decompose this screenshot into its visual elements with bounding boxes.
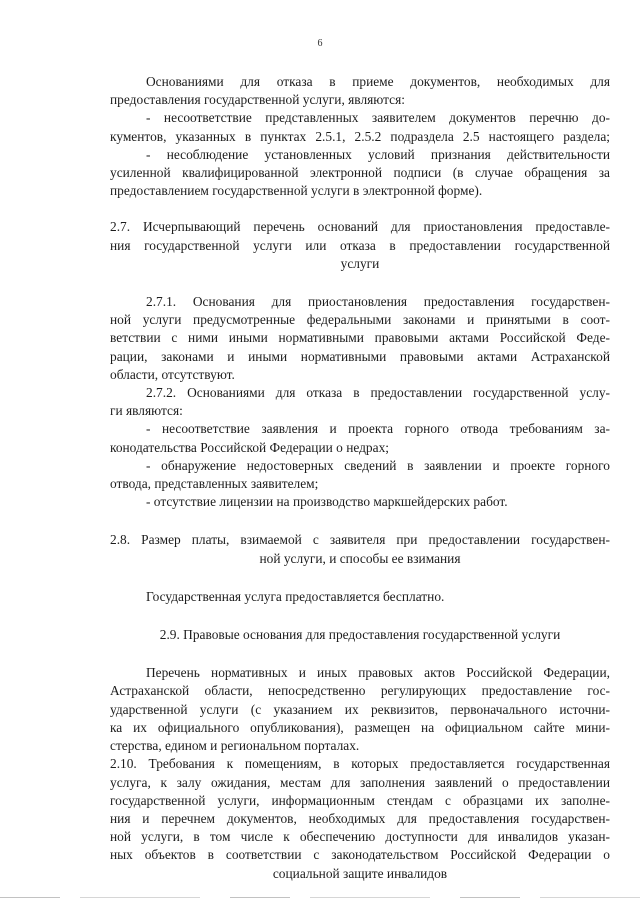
- text-line: ветствии с ними иными нормативными правовыми актами Российской Феде-: [110, 330, 610, 346]
- text-line: предоставлением государственной услуги в электронной форме).: [110, 183, 483, 199]
- section-2-7-1-paragraph: [110, 293, 610, 384]
- section-2-7-2-paragraph: [110, 384, 610, 511]
- scan-edge-line: [0, 897, 640, 898]
- text-line: предоставления государственной услуги, являются:: [110, 92, 405, 108]
- text-line: - обнаружение недостоверных сведений в заявлении и проекте горного: [146, 457, 610, 473]
- text-line: области, отсутствуют.: [110, 366, 235, 382]
- text-line: кументов, указанных в пунктах 2.5.1, 2.5.2 подраздела 2.5 настоящего раздела;: [110, 128, 610, 144]
- text-line: - несоответствие представленных заявителем документов перечню до-: [146, 110, 610, 126]
- text-line: 2.7.1. Основания для приостановления предоставления государствен-: [146, 294, 610, 310]
- text-line: конодательства Российской Федерации о недрах;: [110, 439, 389, 455]
- refusal-grounds-paragraph: [110, 73, 610, 200]
- text-line: Перечень нормативных и иных правовых актов Российской Федерации,: [146, 665, 610, 681]
- section-2-8-text: Государственная услуга предоставляется бесплатно.: [146, 588, 445, 604]
- section-2-9-heading: 2.9. Правовые основания для предоставления государственной услуги: [159, 627, 561, 643]
- text-line: ги являются:: [110, 403, 183, 419]
- text-line: ударственной услуги (с указанием их реквизитов, первоначального источни-: [110, 701, 610, 717]
- heading-line: государственной услуги, информационным стендам с образцами их заполне-: [110, 792, 610, 808]
- text-line: - несоответствие заявления и проекта горного отвода требованиям за-: [146, 421, 610, 437]
- section-2-9-paragraph: [110, 664, 610, 755]
- heading-line: ния и перечнем документов, необходимых для предоставления государствен-: [110, 810, 610, 826]
- text-line: стерства, едином и региональном порталах.: [110, 738, 360, 754]
- text-line: Основаниями для отказа в приеме документов, необходимых для: [146, 74, 610, 89]
- page-content: [110, 73, 610, 883]
- text-line: - отсутствие лицензии на производство маркшейдерских работ.: [146, 494, 508, 510]
- heading-line: 2.7. Исчерпывающий перечень оснований для приостановления предоставле-: [110, 219, 610, 235]
- heading-line: ной услуги, в том числе к обеспечению доступности для инвалидов указан-: [110, 829, 610, 845]
- heading-line: ной услуги, и способы ее взимания: [259, 550, 461, 566]
- section-2-10-heading: [110, 755, 610, 882]
- section-2-7-heading: [110, 218, 610, 273]
- text-line: ка их официального опубликования), размещен на официальном сайте мини-: [110, 719, 610, 735]
- heading-line: 2.10. Требования к помещениям, в которых предоставляется государственная: [110, 756, 610, 772]
- text-line: - несоблюдение установленных условий признания действительности: [146, 146, 610, 162]
- heading-line: ния государственной услуги или отказа в предоставлении государственной: [110, 237, 610, 253]
- text-line: рации, законами и иными нормативными правовыми актами Астраханской: [110, 348, 610, 364]
- heading-line: услуги: [340, 255, 380, 271]
- section-2-8-heading: [110, 531, 610, 567]
- text-line: ной услуги предусмотренные федеральными законами и принятыми в соот-: [110, 312, 610, 328]
- text-line: усиленной квалифицированной электронной подписи (в случае обращения за: [110, 165, 610, 181]
- heading-line: ных объектов в соответствии с законодательством Российской Федерации о: [110, 847, 610, 863]
- heading-line: услуга, к залу ожидания, местам для заполнения заявлений о предоставлении: [110, 774, 610, 790]
- text-line: Астраханской области, непосредственно регулирующих предоставление гос-: [110, 683, 610, 699]
- heading-line: 2.8. Размер платы, взимаемой с заявителя при предоставлении государствен-: [110, 532, 610, 548]
- text-line: 2.7.2. Основаниями для отказа в предоставлении государственной услу-: [146, 385, 610, 401]
- text-line: отвода, представленных заявителем;: [110, 476, 319, 492]
- page-number: 6: [317, 38, 323, 49]
- heading-line: социальной защите инвалидов: [272, 865, 448, 881]
